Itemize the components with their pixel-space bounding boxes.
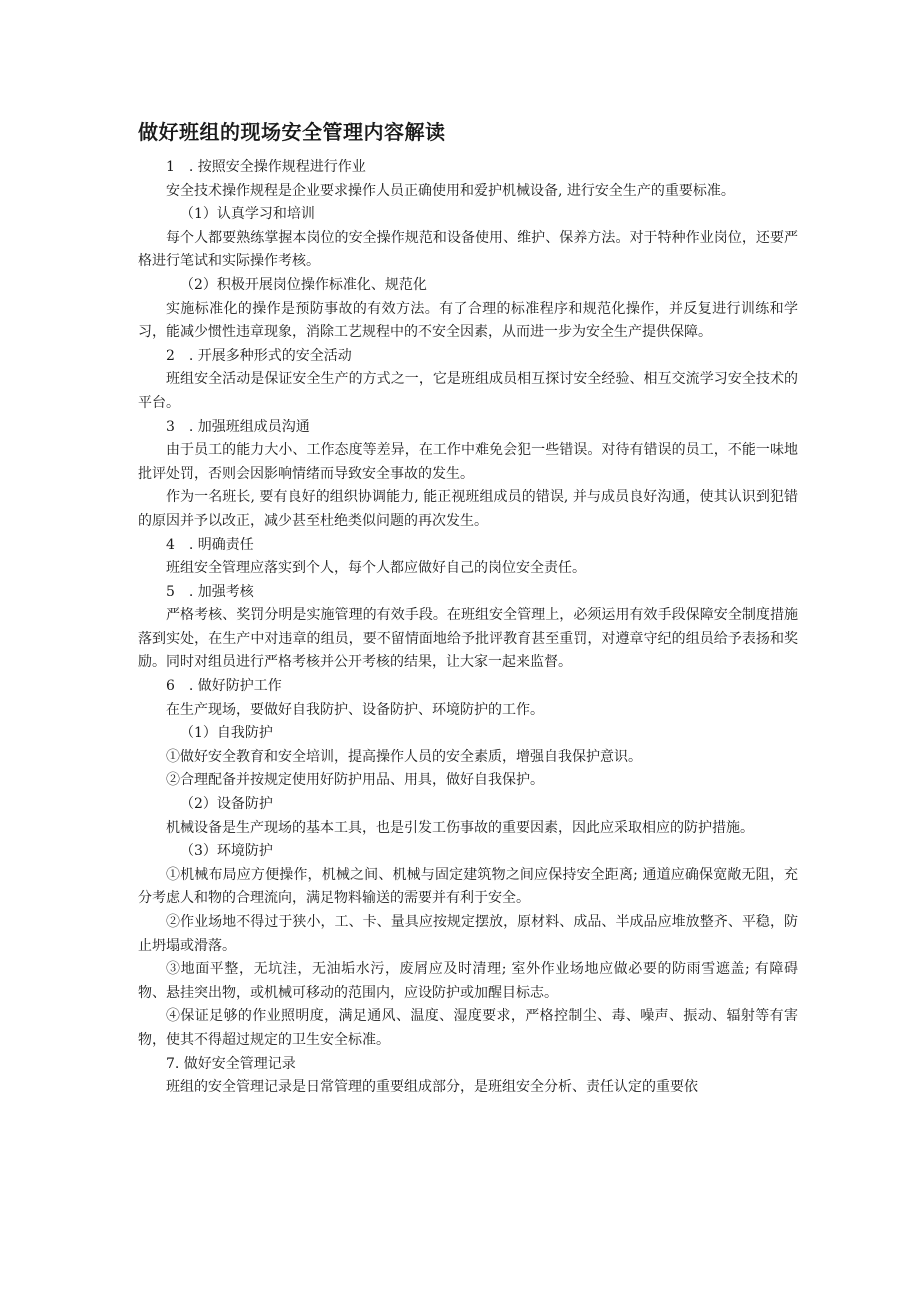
body-paragraph: 在生产现场，要做好自我防护、设备防护、环境防护的工作。 [166, 701, 544, 718]
section-heading: 6 . 做好防护工作 [166, 678, 282, 695]
subsection-heading: （2）设备防护 [180, 796, 273, 813]
body-paragraph: 每个人都要熟练掌握本岗位的安全操作规范和设备使用、维护、保养方法。对于特种作业岗位，还要严格进行笔试和实际操作考核。 [138, 229, 798, 270]
section-heading: 3 . 加强班组成员沟通 [166, 418, 310, 435]
section-heading: 2 . 开展多种形式的安全活动 [166, 347, 352, 364]
document-title: 做好班组的现场安全管理内容解读 [138, 120, 446, 144]
body-paragraph: ②合理配备并按规定使用好防护用品、用具，做好自我保护。 [166, 772, 544, 789]
body-paragraph: 由于员工的能力大小、工作态度等差异，在工作中难免会犯一些错误。对待有错误的员工，不能一味地批评处罚，否则会因影响情绪而导致安全事故的发生。 [138, 442, 798, 482]
body-paragraph: 班组安全活动是保证安全生产的方式之一，它是班组成员相互探讨安全经验、相互交流学习安全技术的平台。 [138, 371, 798, 411]
body-paragraph: 实施标准化的操作是预防事故的有效方法。有了合理的标准程序和规范化操作，并反复进行训练和学习，能减少惯性违章现象，消除工艺规程中的不安全因素，从而进一步为安全生产提供保障。 [138, 300, 798, 341]
body-paragraph: 班组安全管理应落实到个人，每个人都应做好自己的岗位安全责任。 [166, 560, 586, 577]
body-paragraph: ④保证足够的作业照明度，满足通风、温度、湿度要求，严格控制尘、毒、噪声、振动、辐射等有害物，使其不得超过规定的卫生安全标准。 [138, 1008, 798, 1048]
subsection-heading: （1）自我防护 [180, 725, 273, 742]
document-body [138, 156, 798, 1100]
subsection-heading: （3）环境防护 [180, 843, 273, 860]
body-paragraph: ③地面平整，无坑洼，无油垢水污，废屑应及时清理; 室外作业场地应做必要的防雨雪遮盖; 有障碍物、悬挂突出物，或机械可移动的范围内，应设防护或加醒目标志。 [138, 961, 798, 1001]
body-paragraph: ②作业场地不得过于狭小，工、卡、量具应按规定摆放，原材料、成品、半成品应堆放整齐、平稳，防止坍塌或滑落。 [138, 914, 798, 954]
body-paragraph: 班组的安全管理记录是日常管理的重要组成部分，是班组安全分析、责任认定的重要依 [166, 1079, 698, 1096]
body-paragraph: ①机械布局应方便操作，机械之间、机械与固定建筑物之间应保持安全距离; 通道应确保宽敞无阻，充分考虑人和物的合理流向，满足物料输送的需要并有利于安全。 [138, 866, 798, 907]
document-page [138, 118, 798, 1100]
section-heading: 7. 做好安全管理记录 [166, 1055, 296, 1072]
subsection-heading: （1）认真学习和培训 [180, 206, 315, 223]
section-heading: 5 . 加强考核 [166, 583, 254, 600]
section-heading: 1 . 按照安全操作规程进行作业 [166, 159, 366, 175]
body-paragraph: 严格考核、奖罚分明是实施管理的有效手段。在班组安全管理上，必须运用有效手段保障安全制度措施落到实处，在生产中对违章的组员，要不留情面地给予批评教育甚至重罚，对遵章守纪的组员给予表扬和奖励。同时对组员进行严格考核并公开考核的结果，让大家一起来监督。 [138, 607, 798, 671]
section-heading: 4 . 明确责任 [166, 536, 254, 553]
subsection-heading: （2）积极开展岗位操作标准化、规范化 [180, 276, 427, 293]
body-paragraph: 安全技术操作规程是企业要求操作人员正确使用和爱护机械设备, 进行安全生产的重要标准。 [166, 182, 735, 199]
body-paragraph: 机械设备是生产现场的基本工具，也是引发工伤事故的重要因素，因此应采取相应的防护措施。 [166, 819, 754, 836]
body-paragraph: ①做好安全教育和安全培训，提高操作人员的安全素质，增强自我保护意识。 [166, 748, 642, 765]
body-paragraph: 作为一名班长, 要有良好的组织协调能力, 能正视班组成员的错误, 并与成员良好沟通，使其认识到犯错的原因并予以改正，减少甚至杜绝类似问题的再次发生。 [138, 489, 798, 529]
